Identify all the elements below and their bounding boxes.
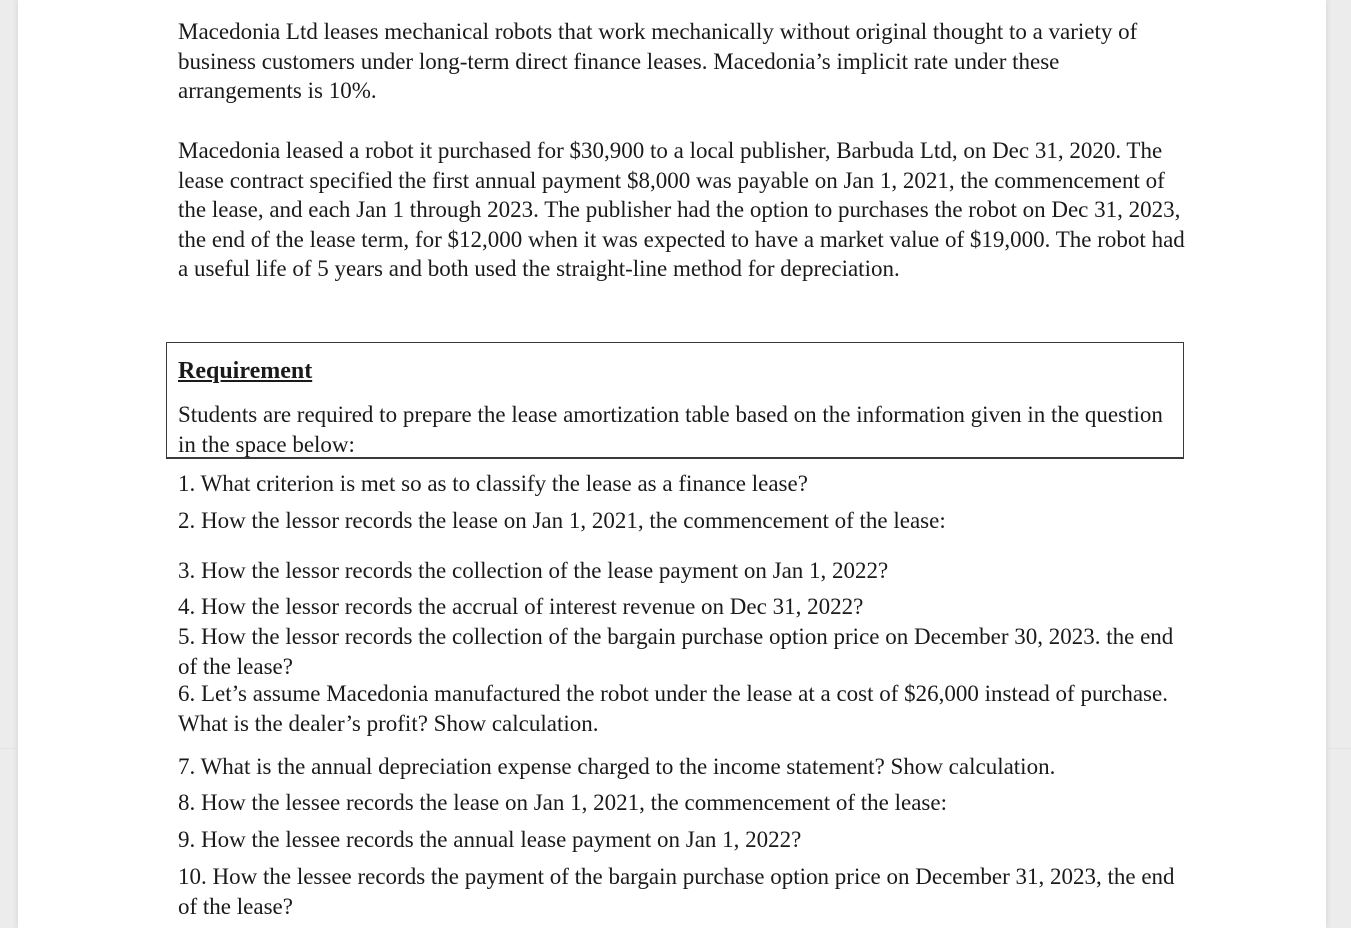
page-gap-line-left (0, 748, 18, 749)
intro-paragraph-2: Macedonia leased a robot it purchased for $30,900 to a local publisher, Barbuda Ltd, on Dec 31, 2020. The lease contract specified the first annual payment $8,000 was payable on Jan 1, 2021, the commencement of the lease, and each Jan 1 through 2023. The publisher had the option to purchases the robot on Dec 31, 2023, the end of the lease term, for $12,000 when it was expected to have a market value of $19,000. The robot had a useful life of 5 years and both used the straight-line method for depreciation. (178, 138, 1185, 282)
page-gap-line-right (1326, 748, 1351, 749)
question-10: 10. How the lessee records the payment of the bargain purchase option price on December 31, 2023, the end of the lease? (178, 864, 1175, 919)
question-5: 5. How the lessor records the collection of the bargain purchase option price on December 30, 2023. the end of the lease? (178, 624, 1174, 679)
requirement-box (166, 342, 1184, 459)
question-3: 3. How the lessor records the collection of the lease payment on Jan 1, 2022? (178, 558, 889, 583)
question-9: 9. How the lessee records the annual lease payment on Jan 1, 2022? (178, 827, 802, 852)
question-4: 4. How the lessor records the accrual of interest revenue on Dec 31, 2022? (178, 594, 864, 619)
question-6: 6. Let’s assume Macedonia manufactured the robot under the lease at a cost of $26,000 instead of purchase. What is the dealer’s profit? Show calculation. (178, 681, 1168, 736)
question-7: 7. What is the annual depreciation expense charged to the income statement? Show calculation. (178, 754, 1056, 779)
intro-paragraph-1: Macedonia Ltd leases mechanical robots that work mechanically without original thought to a variety of business customers under long-term direct finance leases. Macedonia’s implicit rate under these arrangements is 10%. (178, 19, 1138, 104)
document-page (18, 0, 1326, 928)
question-2: 2. How the lessor records the lease on Jan 1, 2021, the commencement of the lease: (178, 508, 946, 533)
requirement-text: Students are required to prepare the lease amortization table based on the information given in the question in the space below: (178, 402, 1163, 457)
question-1: 1. What criterion is met so as to classify the lease as a finance lease? (178, 471, 808, 496)
question-8: 8. How the lessee records the lease on Jan 1, 2021, the commencement of the lease: (178, 790, 947, 815)
requirement-title: Requirement (178, 358, 313, 384)
